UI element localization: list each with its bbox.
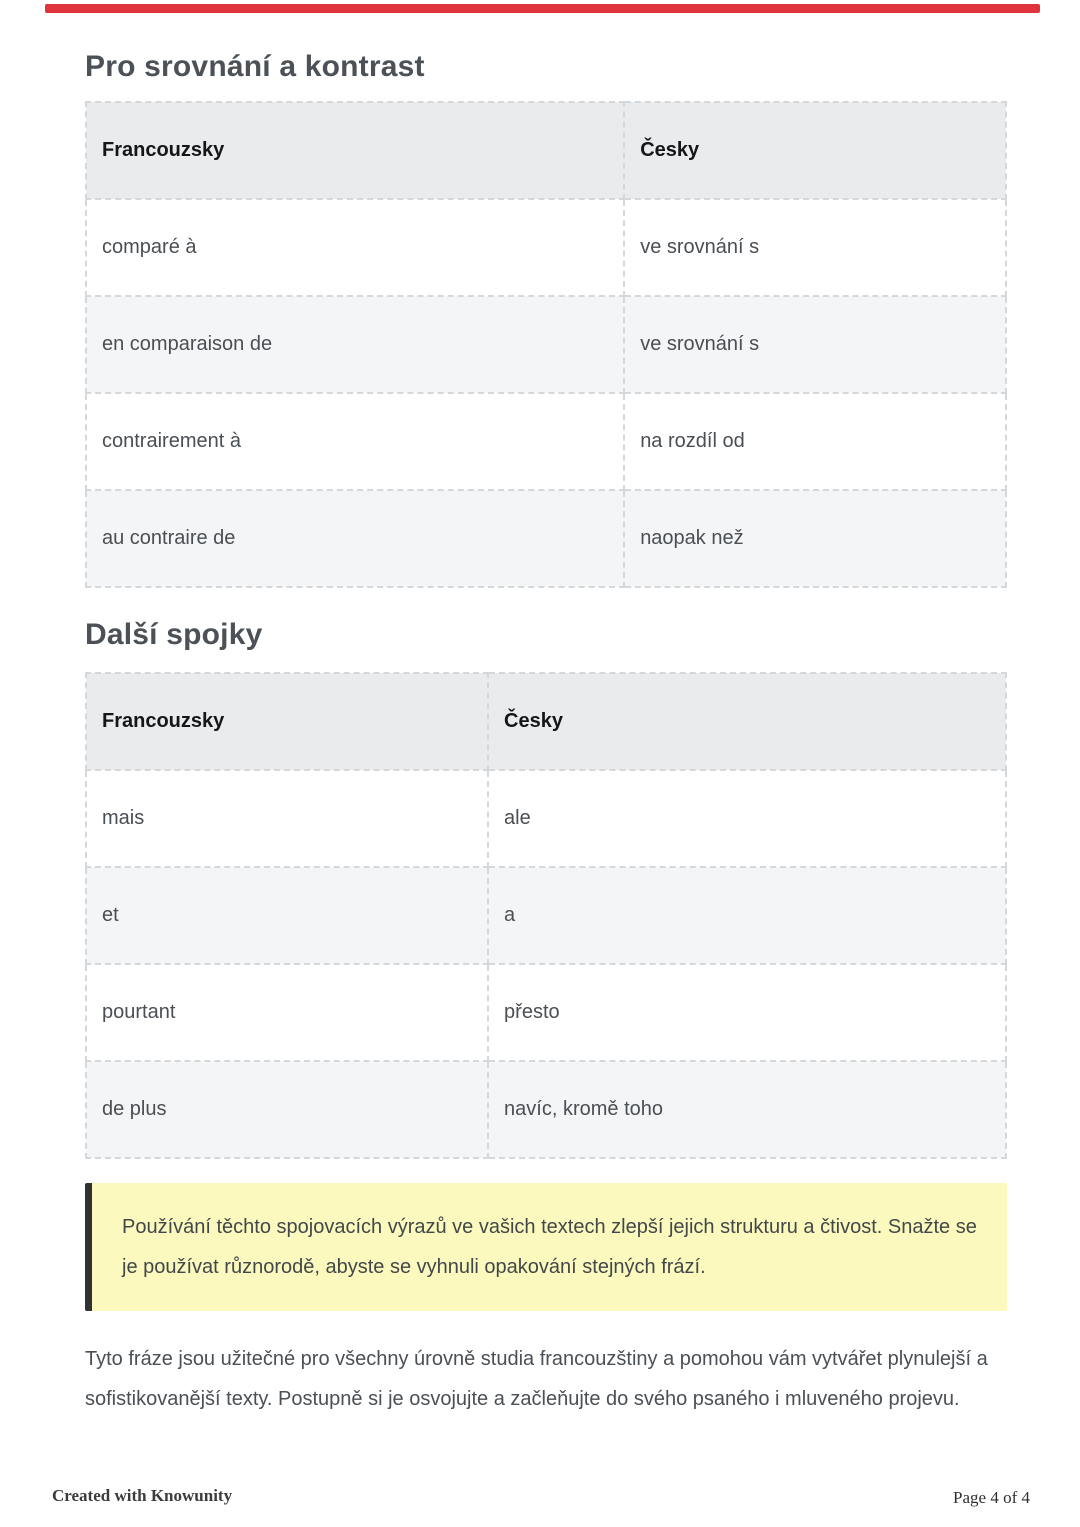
cell-czech: ale (488, 770, 1006, 867)
column-header-french: Francouzsky (86, 102, 624, 199)
cell-czech: naopak než (624, 490, 1006, 587)
table-row (86, 867, 1006, 964)
comparison-table (85, 101, 1007, 588)
conjunctions-table (85, 672, 1007, 1159)
cell-czech: přesto (488, 964, 1006, 1061)
column-header-french: Francouzsky (86, 673, 488, 770)
table-row (86, 490, 1006, 587)
cell-czech: a (488, 867, 1006, 964)
cell-french: au contraire de (86, 490, 624, 587)
page-footer (0, 1486, 1080, 1516)
table-row (86, 1061, 1006, 1158)
cell-czech: na rozdíl od (624, 393, 1006, 490)
footer-page-number: Page 4 of 4 (953, 1488, 1030, 1507)
column-header-czech: Česky (488, 673, 1006, 770)
cell-french: en comparaison de (86, 296, 624, 393)
cell-french: et (86, 867, 488, 964)
cell-czech: navíc, kromě toho (488, 1061, 1006, 1158)
table-row (86, 770, 1006, 867)
table-header-row (86, 102, 1006, 199)
section-heading-comparison: Pro srovnání a kontrast (85, 50, 425, 83)
table-row (86, 964, 1006, 1061)
cell-czech: ve srovnání s (624, 199, 1006, 296)
cell-french: de plus (86, 1061, 488, 1158)
column-header-czech: Česky (624, 102, 1006, 199)
table-header-row (86, 673, 1006, 770)
cell-czech: ve srovnání s (624, 296, 1006, 393)
table-row (86, 393, 1006, 490)
cell-french: contrairement à (86, 393, 624, 490)
table-row (86, 199, 1006, 296)
footer-brand: Created with Knowunity (52, 1486, 233, 1505)
section-heading-conjunctions: Další spojky (85, 618, 263, 651)
cell-french: mais (86, 770, 488, 867)
tip-callout (85, 1183, 1007, 1311)
closing-paragraph: Tyto fráze jsou užitečné pro všechny úrovně studia francouzštiny a pomohou vám vytvářet plynulejší a sofistikovanější texty. Postupně si je osvojujte a začleňujte do svého psaného i mluveného projevu. (85, 1348, 988, 1410)
cell-french: pourtant (86, 964, 488, 1061)
table-row (86, 296, 1006, 393)
cell-french: comparé à (86, 199, 624, 296)
document-content (85, 0, 1007, 1419)
tip-callout-text: Používání těchto spojovacích výrazů ve vašich textech zlepší jejich strukturu a čtivost. Snažte se je používat různorodě, abyste se vyhnuli opakování stejných frází. (122, 1216, 977, 1278)
